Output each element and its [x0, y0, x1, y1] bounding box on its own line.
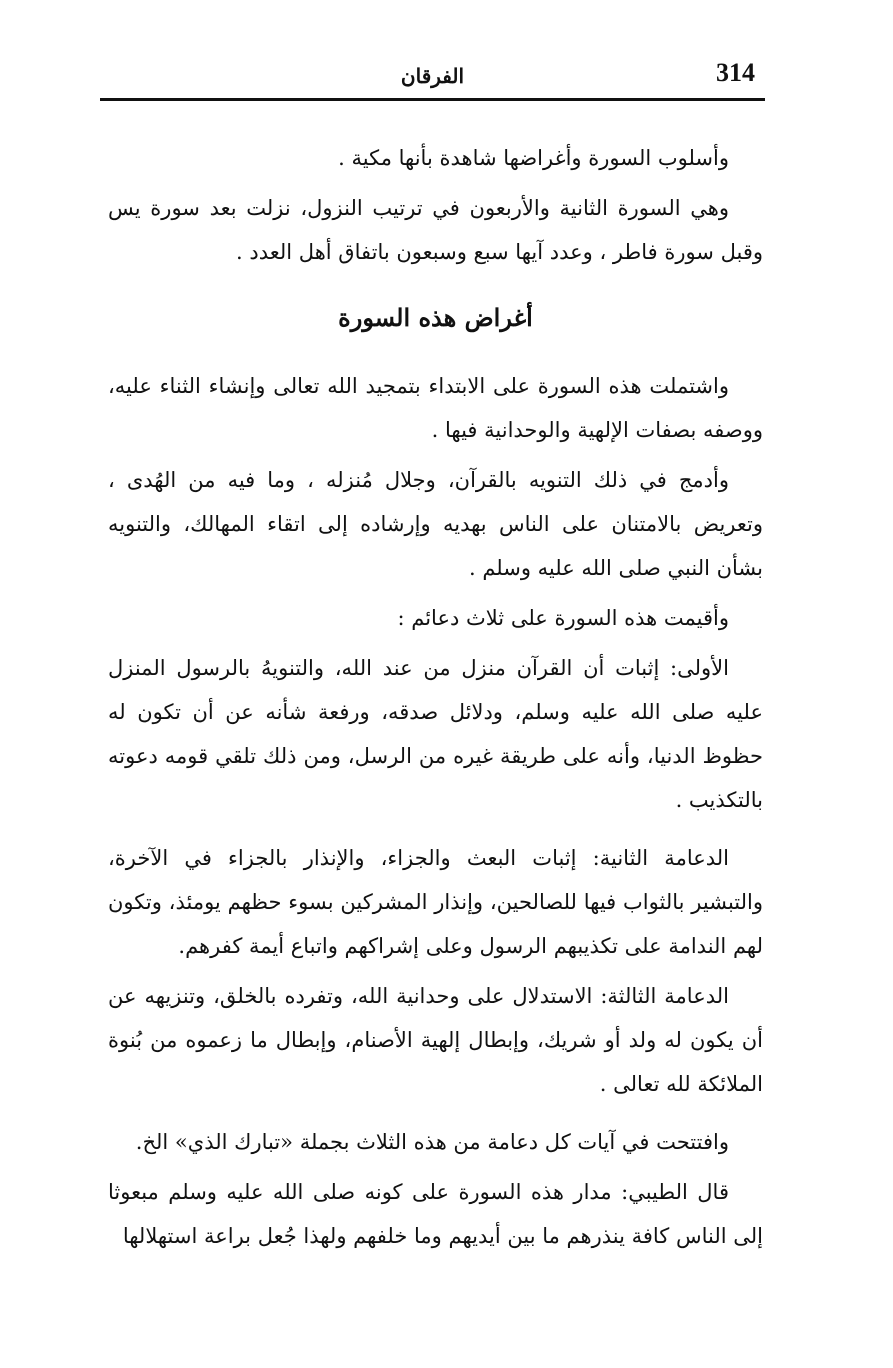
page-header: [100, 56, 765, 102]
section-heading: أغراض هذه السورة: [338, 303, 533, 332]
running-title: الفرقان: [400, 64, 465, 88]
paragraph-pillar-two: الدعامة الثانية: إثبات البعث والجزاء، والإنذار بالجزاء في الآخرة، والتبشير بالثواب فيها للصالحين، وإنذار المشركين بسوء حظهم يومئذ، وتكون لهم الندامة على تكذيبهم الرسول وعلى إشراكهم واتباع أيمة كفرهم.: [108, 846, 763, 958]
paragraph-three-pillars: وأقيمت هذه السورة على ثلاث دعائم :: [397, 606, 729, 630]
paragraph-contents: واشتملت هذه السورة على الابتداء بتمجيد الله تعالى وإنشاء الثناء عليه، ووصفه بصفات الإلهية والوحدانية فيها .: [108, 374, 763, 442]
header-rule: [100, 98, 765, 101]
paragraph-opening-phrase: وافتتحت في آيات كل دعامة من هذه الثلاث بجملة «تبارك الذي» الخ.: [135, 1130, 729, 1154]
paragraph-pillar-one: الأولى: إثبات أن القرآن منزل من عند الله، والتنويهُ بالرسول المنزل عليه صلى الله عليه وسلم، ودلائل صدقه، ورفعة شأنه عن أن تكون له حظوظ الدنيا، وأنه على طريقة غيره من الرسل، ومن ذلك تلقي قومه دعوته بالتكذيب .: [108, 656, 763, 812]
paragraph-embedded-themes: وأدمج في ذلك التنويه بالقرآن، وجلال مُنزله ، وما فيه من الهُدى ، وتعريض بالامتنان على الناس بهديه وإرشاده إلى اتقاء المهالك، والتنويه بشأن النبي صلى الله عليه وسلم .: [108, 468, 763, 580]
page-number: 314: [716, 58, 755, 87]
paragraph-tibi-quote: قال الطيبي: مدار هذه السورة على كونه صلى الله عليه وسلم مبعوثا إلى الناس كافة ينذرهم ما بين أيديهم وما خلفهم ولهذا جُعل براعة استهلالها: [108, 1180, 763, 1248]
paragraph-pillar-three: الدعامة الثالثة: الاستدلال على وحدانية الله، وتفرده بالخلق، وتنزيهه عن أن يكون له ولد أو شريك، وإبطال إلهية الأصنام، وإبطال ما زعموه من بُنوة الملائكة لله تعالى .: [108, 984, 763, 1096]
paragraph-style: وأسلوب السورة وأغراضها شاهدة بأنها مكية .: [338, 146, 729, 170]
page-body: [108, 136, 763, 1264]
paragraph-revelation-order: وهي السورة الثانية والأربعون في ترتيب النزول، نزلت بعد سورة يس وقبل سورة فاطر ، وعدد آيها سبع وسبعون باتفاق أهل العدد .: [108, 196, 763, 264]
